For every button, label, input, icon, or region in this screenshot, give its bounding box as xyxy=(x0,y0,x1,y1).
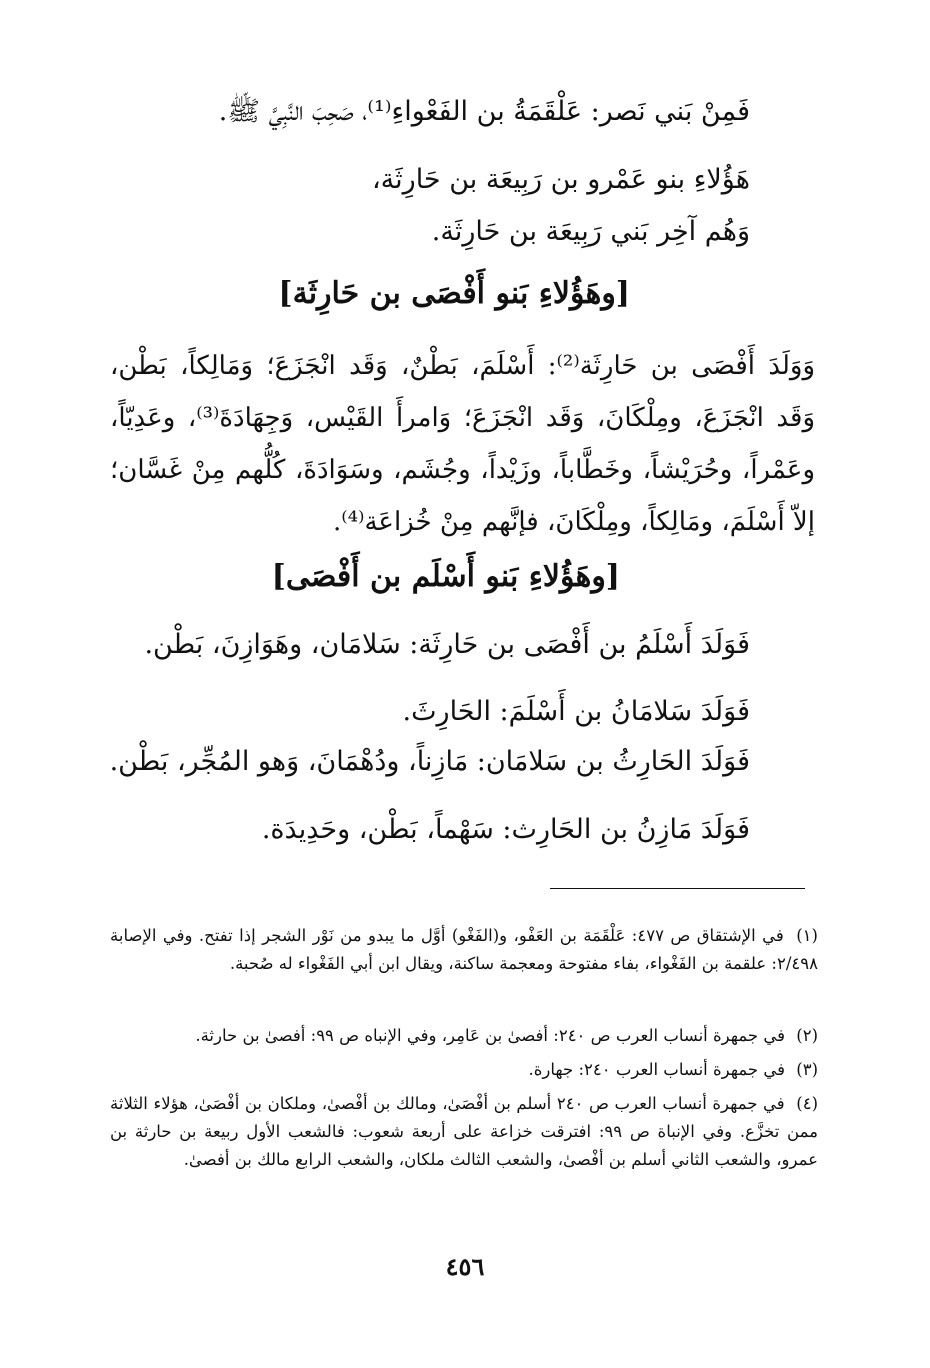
text-line: فَمِنْ بَني نَصر: عَلْقَمَةُ بن الفَعْواءِ⁽¹⁾، صَحِبَ النَّبِيَّ ﷺ. xyxy=(218,96,750,127)
footnote-divider xyxy=(550,888,805,889)
footnote xyxy=(110,1022,818,1050)
page-number: ٤٥٦ xyxy=(445,1252,485,1281)
footnote-number: (٤) xyxy=(796,1094,819,1113)
footnote-text: في جمهرة أنساب العرب ٢٤٠: جهارة. xyxy=(528,1060,785,1079)
footnote xyxy=(110,1056,818,1084)
footnote xyxy=(110,1090,818,1174)
text-line: هَؤُلاءِ بنو عَمْرو بن رَبِيعَة بن حَارِثَة، xyxy=(371,164,750,195)
body-paragraph: وَوَلَدَ أَفْصَى بن حَارِثَة⁽²⁾: أَسْلَمَ، بَطْنٌ، وَقَد انْجَزَعَ؛ وَمَالِكاً، بَطْن، وَقَد انْجَزَعَ، ومِلْكَانَ، وَقَد انْجَزَعَ؛ وَامرأَ القَيْس، وَجِهَادَةَ⁽³⁾، وعَدِيّاً، وعَمْراً، وحُرَيْشاً، وخَطَّاباً، وزَيْداً، وجُشَم، وسَوَادَةَ، كُلُّهم مِنْ غَسَّان؛ إلاّ أَسْلَمَ، ومَالِكاً، ومِلْكَانَ، فإنَّهم مِنْ خُزاعَة⁽⁴⁾. xyxy=(110,351,816,537)
footnote-text: في الإشتقاق ص ٤٧٧: عَلْقَمَة بن العَفْو، و(الفَغْو) أوَّل ما يبدو من نَوْر الشجر إذا تفتح. وفي الإصابة ٢/٤٩٨: علقمة بن الفَغْواء، بفاء مفتوحة ومعجمة ساكنة، ويقال ابن أبي الفَغْواء له صُحبة. xyxy=(110,926,818,973)
text-line: فَوَلَدَ سَلامَانُ بن أَسْلَمَ: الحَارِثَ. xyxy=(402,696,750,727)
section-heading: [وهَؤُلاءِ بَنو أَفْصَى بن حَارِثَة] xyxy=(278,276,630,311)
text-line: فَوَلَدَ مَازِنُ بن الحَارِث: سَهْماً، بَطْن، وحَدِيدَة. xyxy=(261,814,750,845)
footnote-text: في جمهرة أنساب العرب ص ٢٤٠: أفصىٰ بن عَامِر، وفي الإنباه ص ٩٩: أفصىٰ بن حارثة. xyxy=(195,1026,785,1045)
section-heading: [وهَؤُلاءِ بَنو أَسْلَم بن أَفْصَى] xyxy=(271,559,620,594)
footnote-number: (٢) xyxy=(796,1026,818,1045)
footnote-number: (١) xyxy=(796,926,818,945)
footnote-number: (٣) xyxy=(796,1060,818,1079)
text-line: وَهُم آخِر بَني رَبِيعَة بن حَارِثَة. xyxy=(431,216,750,247)
footnote-text: في جمهرة أنساب العرب ص ٢٤٠ أسلم بن أفْصَىٰ، ومالك بن أفْصىٰ، وملكان بن أفْصَىٰ، هؤلاء الثلاثة ممن تخزَّع. وفي الإنباة ص ٩٩: افترقت خزاعة على أربعة شعوب: فالشعب الأول ربيعة بن حارثة بن عمرو، والشعب الثاني أسلم بن أفْصىٰ، والشعب الثالث ملكان، والشعب الرابع مالك بن أفصىٰ. xyxy=(110,1094,818,1169)
footnote xyxy=(110,922,818,978)
text-line: فَوَلَدَ أَسْلَمُ بن أَفْصَى بن حَارِثَة: سَلامَان، وهَوَازِنَ، بَطْن. xyxy=(144,629,750,660)
text-line: فَوَلَدَ الحَارِثُ بن سَلامَان: مَازِناً، ودُهْمَانَ، وَهو المُجِّر، بَطْن. xyxy=(109,746,750,777)
